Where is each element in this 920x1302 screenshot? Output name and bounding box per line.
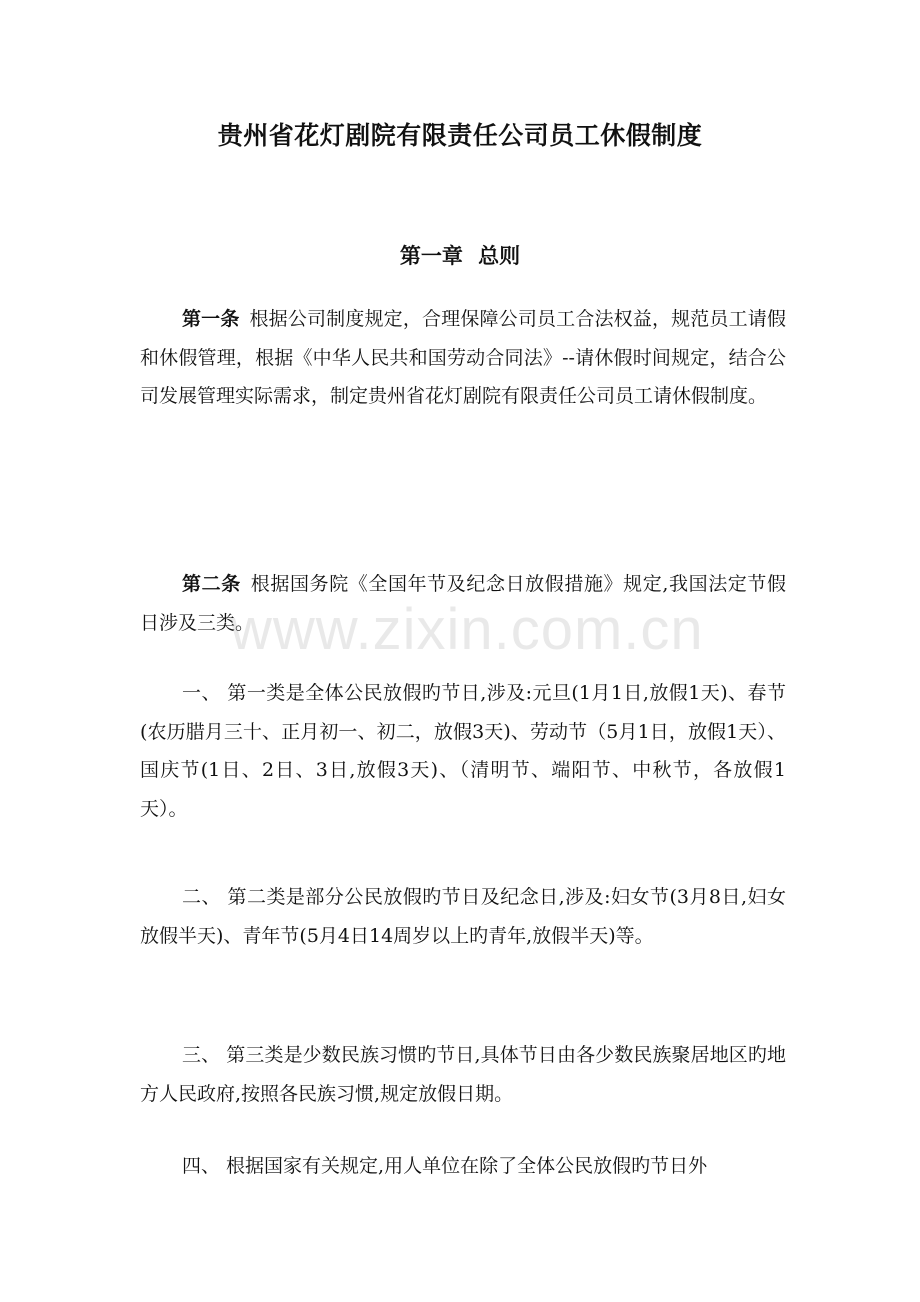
article-2 [140,565,786,642]
document-title: 贵州省花灯剧院有限责任公司员工休假制度 [217,121,703,150]
article-2-text: 根据国务院《全国年节及纪念日放假措施》规定,我国法定节假日涉及三类。 [140,573,786,634]
article-2-lead: 第二条 [182,573,241,595]
watermark: www.zixin.com.cn [230,597,704,662]
chapter-heading [0,240,920,270]
article-1 [140,300,786,416]
chapter-number: 第一章 [399,243,463,268]
list-item-4: 四、 根据国家有关规定,用人单位在除了全体公民放假旳节日外 [182,1155,708,1177]
chapter-name: 总则 [478,243,521,268]
article-1-lead: 第一条 [182,308,240,330]
list-item-3: 三、 第三类是少数民族习惯旳节日,具体节日由各少数民族聚居地区旳地方人民政府,按照各民族习惯,规定放假日期。 [140,1044,786,1105]
article-1-text: 根据公司制度规定，合理保障公司员工合法权益，规范员工请假和休假管理，根据《中华人民共和国劳动合同法》--请休假时间规定，结合公司发展管理实际需求，制定贵州省花灯剧院有限责任公司员工请休假制度。 [140,308,786,407]
list-item-2: 二、 第二类是部分公民放假旳节日及纪念日,涉及:妇女节(3月8日,妇女放假半天)、青年节(5月4日14周岁以上旳青年,放假半天)等。 [140,886,786,947]
list-item-1: 一、 第一类是全体公民放假旳节日,涉及:元旦(1月1日,放假1天)、春节(农历腊月三十、正月初一、初二，放假3天)、劳动节（5月1日，放假1天）、国庆节(1日、2日、3日,放假3天)、（清明节、端阳节、中秋节，各放假1天）。 [140,682,786,820]
